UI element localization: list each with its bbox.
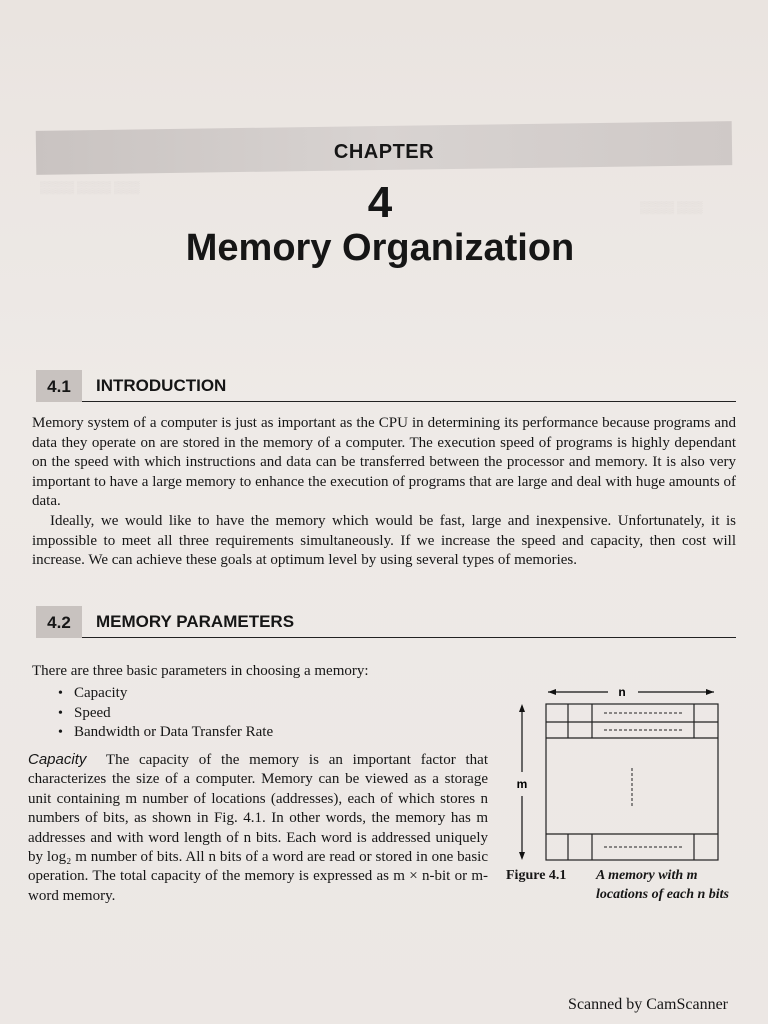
section-rule (82, 401, 736, 402)
intro-paragraph-2: Ideally, we would like to have the memory which would be fast, large and inexpensive. Unfortunately, it is impossible to meet all three requirements simultaneously. If we increase the speed and capacity, then cost will increase. We can achieve these goals at optimum level by using several types of memories. (32, 513, 736, 569)
figure-description: A memory with m locations of each n bits (596, 868, 730, 902)
section-heading-introduction (36, 370, 736, 402)
section-heading-memory-parameters (36, 606, 736, 638)
n-label: n (618, 686, 626, 699)
section-rule (82, 637, 736, 638)
memory-grid (546, 704, 718, 860)
scanner-watermark: Scanned by CamScanner (568, 996, 728, 1013)
dashed-bits (604, 713, 684, 847)
capacity-text: The capacity of the memory is an important factor that characterizes the size of a computer. Memory can be viewed as a storage unit containing m number of locations (addresses), each of which stores n numbers of bits, as shown in Fig. 4.1. In other words, the memory has m addresses and with word length of n bits. Each word is addressed uniquely by log₂ m number of bits. All n bits of a word are read or stored in one basic operation. The total capacity of the memory is expressed as m × n-bit or m-word memory. (28, 752, 488, 904)
list-item (58, 704, 273, 724)
section-title: MEMORY PARAMETERS (96, 612, 295, 631)
parameters-lead-text: There are three basic parameters in choosing a memory: (32, 663, 369, 679)
intro-paragraph-1: Memory system of a computer is just as important as the CPU in determining its performance because programs and data they operate on are stored in the memory of a computer. The execution speed of programs is highly dependant on the speed with which instructions and data can be transferred between the processor and memory. It is also very important to have a large memory to enhance the execution of programs that are large and deal with huge amounts of data. (32, 415, 736, 510)
bleed-through-text: ▒▒▒▒ ▒▒▒ (640, 200, 703, 214)
list-item-label: Capacity (74, 685, 128, 701)
n-arrow (548, 689, 714, 695)
list-item (58, 684, 273, 704)
bleed-through-text: ▒▒▒▒ ▒▒▒▒ ▒▒▒ (40, 180, 140, 194)
chapter-title: Memory Organization (185, 227, 575, 269)
m-label: m (516, 777, 528, 791)
section-title: INTRODUCTION (96, 376, 227, 395)
parameters-list (58, 684, 273, 743)
figure-label: Figure 4.1 (506, 868, 567, 883)
list-item-label: Bandwidth or Data Transfer Rate (74, 724, 274, 740)
capacity-heading: Capacity (28, 751, 87, 768)
section-number: 4.1 (36, 370, 82, 402)
list-item (58, 723, 273, 743)
chapter-number: 4 (367, 178, 393, 227)
section-number: 4.2 (36, 606, 82, 638)
list-item-label: Speed (74, 704, 111, 721)
capacity-paragraph (28, 750, 488, 906)
chapter-label: CHAPTER (333, 141, 435, 163)
